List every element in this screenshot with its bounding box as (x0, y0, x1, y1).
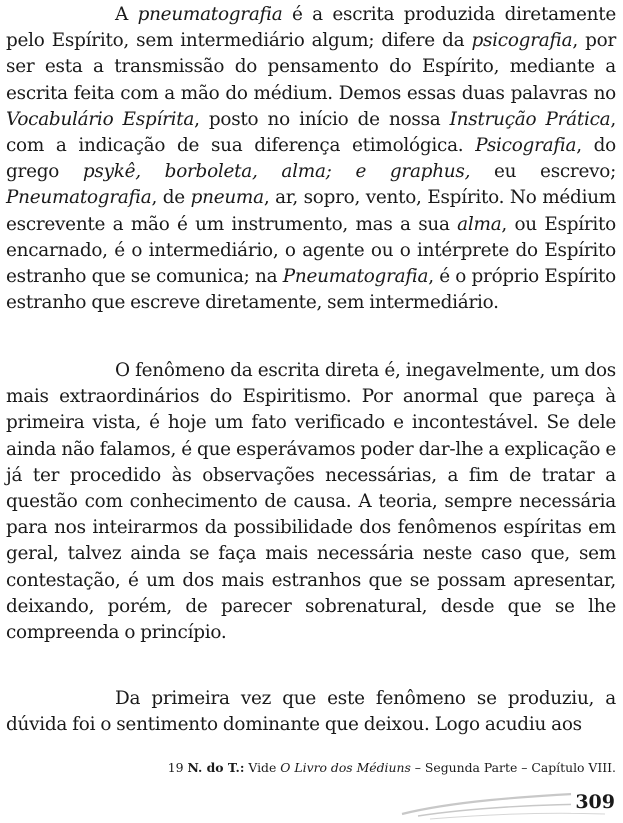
text-run: O fenômeno da escrita direta é, inegavelmente, um dos mais extraordinários do Espiritismo. Por anormal que pareça à primeira vista, é hoje um fato verificado e incontestável. Se dele ainda não falamos, é que esperávamos poder dar-lhe a explicação e já ter procedido às observações necessárias, a fim de tratar a questão com conhecimento de causa. A teoria, sempre necessária para nos inteirarmos da possibilidade dos fenômenos espíritas em geral, talvez ainda se faça mais necessária neste caso que, sem contestação, é um dos mais estranhos que se possam apresentar, deixando, porém, de parecer sobrenatural, desde que se lhe compreenda o princípio. (6, 360, 616, 644)
page-number: 309 (571, 791, 615, 813)
italic-term: Pneumatografia (6, 187, 152, 209)
text-run: , posto no início de nossa (194, 108, 450, 130)
text-run: é a escrita produzida diretamente pelo Espírito, sem intermediário algum; difere da (6, 4, 616, 52)
text-run: A (115, 4, 138, 25)
italic-term: Pneumatografia (282, 266, 429, 288)
text-run: Da primeira vez que este fenômeno se produziu, a dúvida foi o sentimento dominante que deixou. Logo acudiu aos (6, 688, 616, 736)
footnote-number: 19 (167, 760, 184, 775)
text-run: , ou Espírito encarnado, é o intermediário, o agente ou o intérprete do Espírito estranho que se comunica; na (6, 213, 617, 288)
italic-term: alma (457, 213, 502, 235)
text-run: , com a indicação de sua diferença etimológica. (6, 108, 617, 157)
footnote-suffix: – Segunda Parte – Capítulo VIII. (414, 760, 616, 775)
italic-term: Vocabulário Espírita (6, 108, 195, 130)
italic-term: Instrução Prática (449, 108, 611, 130)
footnote-book-title: O Livro dos Médiuns (280, 760, 411, 775)
italic-term: pneuma (190, 187, 264, 209)
italic-term: Psicografia (475, 135, 577, 157)
footnote-prefix: Vide (248, 760, 277, 775)
text-run: eu escrevo; (470, 161, 617, 183)
text-run: , ar, sopro, vento, Espírito. No médium escrevente a mão é um instrumento, mas a sua (6, 187, 616, 235)
text-run: , é o próprio Espírito estranho que escreve diretamente, sem intermediário. (6, 266, 616, 314)
italic-term: psicografia (471, 30, 573, 52)
text-run: , por ser esta a transmissão do pensamento do Espírito, mediante a escrita feita com a mão do médium. Demos essas duas palavras no (6, 30, 617, 104)
text-run: , do grego (6, 135, 617, 183)
paragraph-first-occurrence (6, 686, 616, 738)
footnote-label: N. do T.: (187, 760, 245, 775)
text-run: , de (151, 187, 191, 209)
paragraph-direct-writing (6, 358, 616, 646)
footnote (168, 760, 616, 776)
italic-term: psykê, borboleta, alma; e graphus, (82, 161, 471, 183)
italic-term: pneumatografia (137, 4, 283, 25)
paragraph-pneumatografia-definition (6, 2, 616, 316)
